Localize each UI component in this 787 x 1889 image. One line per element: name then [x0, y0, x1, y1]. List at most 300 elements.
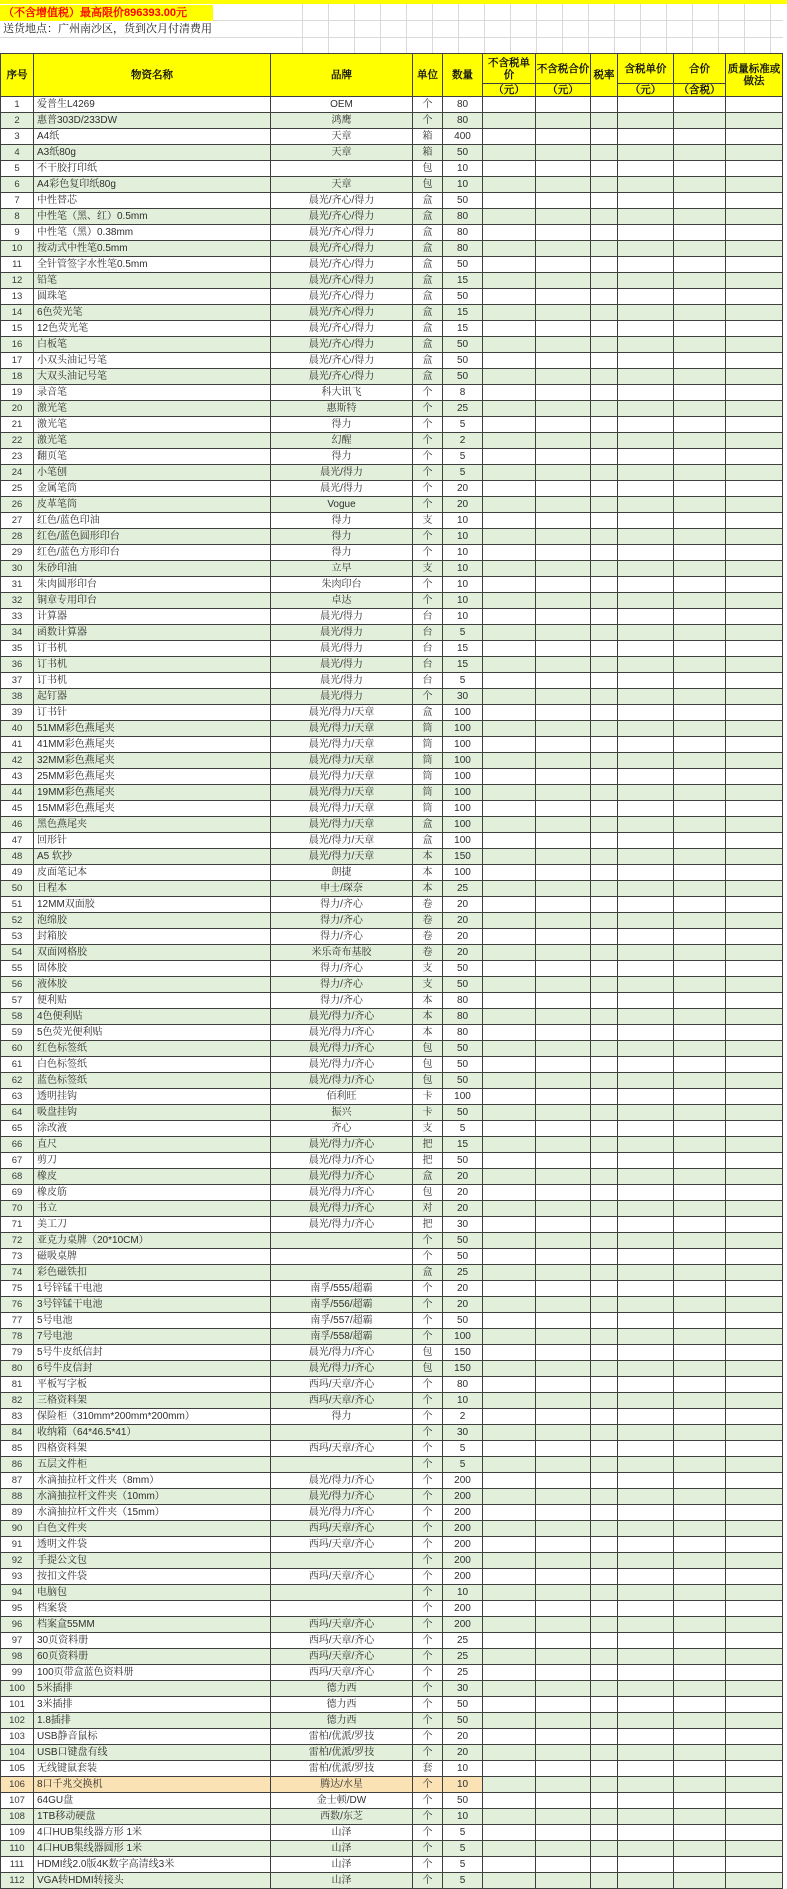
- unit-cell[interactable]: 卡: [413, 1089, 443, 1105]
- price-ex-cell[interactable]: [483, 433, 536, 449]
- seq-cell[interactable]: 68: [1, 1169, 34, 1185]
- price-ex-cell[interactable]: [483, 577, 536, 593]
- price-ex-cell[interactable]: [483, 417, 536, 433]
- seq-cell[interactable]: 91: [1, 1537, 34, 1553]
- total-inc-cell[interactable]: [674, 1425, 726, 1441]
- total-ex-cell[interactable]: [536, 865, 591, 881]
- price-ex-cell[interactable]: [483, 1505, 536, 1521]
- qty-cell[interactable]: 50: [443, 1105, 483, 1121]
- name-cell[interactable]: 4口HUB集线器方形 1米: [34, 1825, 271, 1841]
- quality-cell[interactable]: [726, 705, 783, 721]
- unit-cell[interactable]: 本: [413, 881, 443, 897]
- seq-cell[interactable]: 21: [1, 417, 34, 433]
- tax-rate-cell[interactable]: [591, 1617, 618, 1633]
- quality-cell[interactable]: [726, 369, 783, 385]
- price-ex-cell[interactable]: [483, 801, 536, 817]
- total-inc-cell[interactable]: [674, 1569, 726, 1585]
- price-inc-cell[interactable]: [618, 561, 674, 577]
- seq-cell[interactable]: 72: [1, 1233, 34, 1249]
- qty-cell[interactable]: 25: [443, 881, 483, 897]
- quality-cell[interactable]: [726, 785, 783, 801]
- price-ex-cell[interactable]: [483, 785, 536, 801]
- quality-cell[interactable]: [726, 881, 783, 897]
- brand-cell[interactable]: 山泽: [271, 1825, 413, 1841]
- header-total-inc-tax[interactable]: 合价: [674, 54, 726, 84]
- seq-cell[interactable]: 106: [1, 1777, 34, 1793]
- price-ex-cell[interactable]: [483, 1153, 536, 1169]
- name-cell[interactable]: 铜章专用印台: [34, 593, 271, 609]
- price-ex-cell[interactable]: [483, 1217, 536, 1233]
- unit-cell[interactable]: 包: [413, 1361, 443, 1377]
- quality-cell[interactable]: [726, 1425, 783, 1441]
- price-inc-cell[interactable]: [618, 1665, 674, 1681]
- total-ex-cell[interactable]: [536, 1457, 591, 1473]
- unit-cell[interactable]: 个: [413, 1857, 443, 1873]
- price-inc-cell[interactable]: [618, 1425, 674, 1441]
- qty-cell[interactable]: 50: [443, 961, 483, 977]
- unit-cell[interactable]: 筒: [413, 737, 443, 753]
- unit-cell[interactable]: 盒: [413, 305, 443, 321]
- qty-cell[interactable]: 20: [443, 1729, 483, 1745]
- price-inc-cell[interactable]: [618, 897, 674, 913]
- unit-cell[interactable]: 个: [413, 1585, 443, 1601]
- price-ex-cell[interactable]: [483, 977, 536, 993]
- qty-cell[interactable]: 50: [443, 289, 483, 305]
- total-ex-cell[interactable]: [536, 1217, 591, 1233]
- seq-cell[interactable]: 56: [1, 977, 34, 993]
- unit-cell[interactable]: 盒: [413, 257, 443, 273]
- qty-cell[interactable]: 200: [443, 1553, 483, 1569]
- seq-cell[interactable]: 58: [1, 1009, 34, 1025]
- seq-cell[interactable]: 61: [1, 1057, 34, 1073]
- name-cell[interactable]: 保险柜（310mm*200mm*200mm）: [34, 1409, 271, 1425]
- qty-cell[interactable]: 50: [443, 1249, 483, 1265]
- name-cell[interactable]: 惠普303D/233DW: [34, 113, 271, 129]
- seq-cell[interactable]: 93: [1, 1569, 34, 1585]
- seq-cell[interactable]: 102: [1, 1713, 34, 1729]
- seq-cell[interactable]: 107: [1, 1793, 34, 1809]
- brand-cell[interactable]: 西玛/天章/齐心: [271, 1665, 413, 1681]
- unit-cell[interactable]: 个: [413, 1633, 443, 1649]
- total-ex-cell[interactable]: [536, 1473, 591, 1489]
- name-cell[interactable]: 涂改液: [34, 1121, 271, 1137]
- tax-rate-cell[interactable]: [591, 1089, 618, 1105]
- price-ex-cell[interactable]: [483, 113, 536, 129]
- brand-cell[interactable]: Vogue: [271, 497, 413, 513]
- brand-cell[interactable]: 晨光/得力/天章: [271, 737, 413, 753]
- total-ex-cell[interactable]: [536, 289, 591, 305]
- quality-cell[interactable]: [726, 1329, 783, 1345]
- name-cell[interactable]: 函数计算器: [34, 625, 271, 641]
- name-cell[interactable]: 录音笔: [34, 385, 271, 401]
- total-ex-cell[interactable]: [536, 1617, 591, 1633]
- qty-cell[interactable]: 200: [443, 1537, 483, 1553]
- name-cell[interactable]: 6色荧光笔: [34, 305, 271, 321]
- seq-cell[interactable]: 28: [1, 529, 34, 545]
- total-inc-cell[interactable]: [674, 225, 726, 241]
- qty-cell[interactable]: 50: [443, 1313, 483, 1329]
- quality-cell[interactable]: [726, 161, 783, 177]
- brand-cell[interactable]: 南孚/557/超霸: [271, 1313, 413, 1329]
- unit-cell[interactable]: 个: [413, 529, 443, 545]
- qty-cell[interactable]: 50: [443, 337, 483, 353]
- qty-cell[interactable]: 25: [443, 1633, 483, 1649]
- total-ex-cell[interactable]: [536, 785, 591, 801]
- tax-rate-cell[interactable]: [591, 1233, 618, 1249]
- seq-cell[interactable]: 83: [1, 1409, 34, 1425]
- tax-rate-cell[interactable]: [591, 529, 618, 545]
- quality-cell[interactable]: [726, 929, 783, 945]
- seq-cell[interactable]: 36: [1, 657, 34, 673]
- brand-cell[interactable]: 晨光/得力/天章: [271, 833, 413, 849]
- name-cell[interactable]: 全针管签字水性笔0.5mm: [34, 257, 271, 273]
- brand-cell[interactable]: 南孚/556/超霸: [271, 1297, 413, 1313]
- tax-rate-cell[interactable]: [591, 1185, 618, 1201]
- name-cell[interactable]: 19MM彩色燕尾夹: [34, 785, 271, 801]
- quality-cell[interactable]: [726, 833, 783, 849]
- price-ex-cell[interactable]: [483, 1793, 536, 1809]
- tax-rate-cell[interactable]: [591, 385, 618, 401]
- name-cell[interactable]: 41MM彩色燕尾夹: [34, 737, 271, 753]
- price-inc-cell[interactable]: [618, 929, 674, 945]
- qty-cell[interactable]: 10: [443, 177, 483, 193]
- brand-cell[interactable]: 得力/齐心: [271, 913, 413, 929]
- total-inc-cell[interactable]: [674, 1377, 726, 1393]
- unit-cell[interactable]: 个: [413, 1873, 443, 1889]
- total-ex-cell[interactable]: [536, 1057, 591, 1073]
- unit-cell[interactable]: 个: [413, 1649, 443, 1665]
- qty-cell[interactable]: 30: [443, 1425, 483, 1441]
- qty-cell[interactable]: 2: [443, 1409, 483, 1425]
- total-ex-cell[interactable]: [536, 1281, 591, 1297]
- brand-cell[interactable]: 晨光/得力/齐心: [271, 1185, 413, 1201]
- total-inc-cell[interactable]: [674, 513, 726, 529]
- unit-cell[interactable]: 个: [413, 1537, 443, 1553]
- name-cell[interactable]: 起钉器: [34, 689, 271, 705]
- tax-rate-cell[interactable]: [591, 641, 618, 657]
- name-cell[interactable]: A4纸: [34, 129, 271, 145]
- brand-cell[interactable]: 山泽: [271, 1857, 413, 1873]
- price-ex-cell[interactable]: [483, 1665, 536, 1681]
- unit-cell[interactable]: 把: [413, 1137, 443, 1153]
- header-brand[interactable]: 品牌: [271, 54, 413, 97]
- price-inc-cell[interactable]: [618, 497, 674, 513]
- tax-rate-cell[interactable]: [591, 145, 618, 161]
- qty-cell[interactable]: 100: [443, 769, 483, 785]
- total-inc-cell[interactable]: [674, 465, 726, 481]
- seq-cell[interactable]: 57: [1, 993, 34, 1009]
- price-ex-cell[interactable]: [483, 1473, 536, 1489]
- qty-cell[interactable]: 50: [443, 977, 483, 993]
- total-ex-cell[interactable]: [536, 209, 591, 225]
- tax-rate-cell[interactable]: [591, 465, 618, 481]
- total-ex-cell[interactable]: [536, 1041, 591, 1057]
- quality-cell[interactable]: [726, 1473, 783, 1489]
- price-inc-cell[interactable]: [618, 609, 674, 625]
- quality-cell[interactable]: [726, 849, 783, 865]
- total-ex-cell[interactable]: [536, 385, 591, 401]
- price-ex-cell[interactable]: [483, 833, 536, 849]
- price-ex-cell[interactable]: [483, 1841, 536, 1857]
- brand-cell[interactable]: 晨光/得力: [271, 689, 413, 705]
- price-ex-cell[interactable]: [483, 385, 536, 401]
- qty-cell[interactable]: 15: [443, 1137, 483, 1153]
- tax-rate-cell[interactable]: [591, 1313, 618, 1329]
- unit-cell[interactable]: 盒: [413, 817, 443, 833]
- seq-cell[interactable]: 82: [1, 1393, 34, 1409]
- total-ex-cell[interactable]: [536, 97, 591, 113]
- tax-rate-cell[interactable]: [591, 1457, 618, 1473]
- brand-cell[interactable]: 南孚/555/超霸: [271, 1281, 413, 1297]
- brand-cell[interactable]: 晨光/得力/齐心: [271, 1169, 413, 1185]
- name-cell[interactable]: 激光笔: [34, 417, 271, 433]
- total-inc-cell[interactable]: [674, 737, 726, 753]
- price-inc-cell[interactable]: [618, 817, 674, 833]
- brand-cell[interactable]: 晨光/齐心/得力: [271, 209, 413, 225]
- tax-rate-cell[interactable]: [591, 625, 618, 641]
- tax-rate-cell[interactable]: [591, 1153, 618, 1169]
- price-inc-cell[interactable]: [618, 1201, 674, 1217]
- price-ex-cell[interactable]: [483, 705, 536, 721]
- total-inc-cell[interactable]: [674, 1009, 726, 1025]
- total-ex-cell[interactable]: [536, 1073, 591, 1089]
- quality-cell[interactable]: [726, 1553, 783, 1569]
- price-ex-cell[interactable]: [483, 145, 536, 161]
- tax-rate-cell[interactable]: [591, 321, 618, 337]
- total-inc-cell[interactable]: [674, 145, 726, 161]
- tax-rate-cell[interactable]: [591, 705, 618, 721]
- unit-cell[interactable]: 个: [413, 689, 443, 705]
- brand-cell[interactable]: OEM: [271, 97, 413, 113]
- name-cell[interactable]: 五层文件柜: [34, 1457, 271, 1473]
- tax-rate-cell[interactable]: [591, 609, 618, 625]
- brand-cell[interactable]: 振兴: [271, 1105, 413, 1121]
- price-inc-cell[interactable]: [618, 721, 674, 737]
- quality-cell[interactable]: [726, 1441, 783, 1457]
- total-ex-cell[interactable]: [536, 641, 591, 657]
- qty-cell[interactable]: 100: [443, 801, 483, 817]
- name-cell[interactable]: 爱普生L4269: [34, 97, 271, 113]
- quality-cell[interactable]: [726, 593, 783, 609]
- total-ex-cell[interactable]: [536, 1025, 591, 1041]
- quality-cell[interactable]: [726, 977, 783, 993]
- total-ex-cell[interactable]: [536, 465, 591, 481]
- seq-cell[interactable]: 81: [1, 1377, 34, 1393]
- seq-cell[interactable]: 11: [1, 257, 34, 273]
- qty-cell[interactable]: 50: [443, 353, 483, 369]
- price-ex-cell[interactable]: [483, 1729, 536, 1745]
- total-inc-cell[interactable]: [674, 433, 726, 449]
- total-ex-cell[interactable]: [536, 545, 591, 561]
- unit-cell[interactable]: 包: [413, 1073, 443, 1089]
- name-cell[interactable]: 档案盒55MM: [34, 1617, 271, 1633]
- name-cell[interactable]: 水滴抽拉杆文件夹（10mm）: [34, 1489, 271, 1505]
- unit-cell[interactable]: 个: [413, 1457, 443, 1473]
- price-inc-cell[interactable]: [618, 961, 674, 977]
- seq-cell[interactable]: 49: [1, 865, 34, 881]
- seq-cell[interactable]: 73: [1, 1249, 34, 1265]
- seq-cell[interactable]: 65: [1, 1121, 34, 1137]
- total-ex-cell[interactable]: [536, 1153, 591, 1169]
- price-ex-cell[interactable]: [483, 769, 536, 785]
- tax-rate-cell[interactable]: [591, 1633, 618, 1649]
- seq-cell[interactable]: 78: [1, 1329, 34, 1345]
- brand-cell[interactable]: 幻醒: [271, 433, 413, 449]
- quality-cell[interactable]: [726, 321, 783, 337]
- seq-cell[interactable]: 8: [1, 209, 34, 225]
- total-ex-cell[interactable]: [536, 145, 591, 161]
- total-ex-cell[interactable]: [536, 721, 591, 737]
- tax-rate-cell[interactable]: [591, 449, 618, 465]
- header-price-ex-tax-unit[interactable]: （元）: [483, 84, 536, 97]
- unit-cell[interactable]: 盒: [413, 1169, 443, 1185]
- tax-rate-cell[interactable]: [591, 1793, 618, 1809]
- tax-rate-cell[interactable]: [591, 1537, 618, 1553]
- quality-cell[interactable]: [726, 1841, 783, 1857]
- name-cell[interactable]: 蓝色标签纸: [34, 1073, 271, 1089]
- unit-cell[interactable]: 筒: [413, 753, 443, 769]
- name-cell[interactable]: 3号锌锰干电池: [34, 1297, 271, 1313]
- total-inc-cell[interactable]: [674, 1361, 726, 1377]
- seq-cell[interactable]: 84: [1, 1425, 34, 1441]
- tax-rate-cell[interactable]: [591, 1121, 618, 1137]
- price-ex-cell[interactable]: [483, 657, 536, 673]
- name-cell[interactable]: 1TB移动硬盘: [34, 1809, 271, 1825]
- unit-cell[interactable]: 个: [413, 1729, 443, 1745]
- seq-cell[interactable]: 71: [1, 1217, 34, 1233]
- unit-cell[interactable]: 个: [413, 1281, 443, 1297]
- total-ex-cell[interactable]: [536, 1361, 591, 1377]
- quality-cell[interactable]: [726, 1585, 783, 1601]
- brand-cell[interactable]: 齐心: [271, 1121, 413, 1137]
- total-inc-cell[interactable]: [674, 1025, 726, 1041]
- qty-cell[interactable]: 10: [443, 577, 483, 593]
- total-inc-cell[interactable]: [674, 657, 726, 673]
- total-inc-cell[interactable]: [674, 1041, 726, 1057]
- qty-cell[interactable]: 10: [443, 513, 483, 529]
- qty-cell[interactable]: 20: [443, 1169, 483, 1185]
- brand-cell[interactable]: 西玛/天章/齐心: [271, 1521, 413, 1537]
- brand-cell[interactable]: [271, 1457, 413, 1473]
- qty-cell[interactable]: 20: [443, 1185, 483, 1201]
- brand-cell[interactable]: [271, 1601, 413, 1617]
- unit-cell[interactable]: 个: [413, 1297, 443, 1313]
- qty-cell[interactable]: 20: [443, 929, 483, 945]
- tax-rate-cell[interactable]: [591, 241, 618, 257]
- name-cell[interactable]: 5号牛皮纸信封: [34, 1345, 271, 1361]
- quality-cell[interactable]: [726, 497, 783, 513]
- unit-cell[interactable]: 卷: [413, 897, 443, 913]
- name-cell[interactable]: 亚克力桌牌（20*10CM）: [34, 1233, 271, 1249]
- brand-cell[interactable]: 晨光/齐心/得力: [271, 305, 413, 321]
- qty-cell[interactable]: 15: [443, 305, 483, 321]
- tax-rate-cell[interactable]: [591, 1105, 618, 1121]
- qty-cell[interactable]: 100: [443, 833, 483, 849]
- name-cell[interactable]: 无线键鼠套装: [34, 1761, 271, 1777]
- brand-cell[interactable]: 金士顿/DW: [271, 1793, 413, 1809]
- brand-cell[interactable]: 晨光/齐心/得力: [271, 273, 413, 289]
- quality-cell[interactable]: [726, 529, 783, 545]
- price-inc-cell[interactable]: [618, 673, 674, 689]
- seq-cell[interactable]: 67: [1, 1153, 34, 1169]
- total-ex-cell[interactable]: [536, 481, 591, 497]
- tax-rate-cell[interactable]: [591, 865, 618, 881]
- quality-cell[interactable]: [726, 1377, 783, 1393]
- total-inc-cell[interactable]: [674, 1441, 726, 1457]
- quality-cell[interactable]: [726, 769, 783, 785]
- unit-cell[interactable]: 个: [413, 1713, 443, 1729]
- unit-cell[interactable]: 个: [413, 1697, 443, 1713]
- header-seq[interactable]: 序号: [1, 54, 34, 97]
- total-ex-cell[interactable]: [536, 1857, 591, 1873]
- brand-cell[interactable]: 晨光/齐心/得力: [271, 337, 413, 353]
- tax-rate-cell[interactable]: [591, 225, 618, 241]
- brand-cell[interactable]: 得力: [271, 529, 413, 545]
- name-cell[interactable]: 封箱胶: [34, 929, 271, 945]
- quality-cell[interactable]: [726, 1089, 783, 1105]
- price-inc-cell[interactable]: [618, 577, 674, 593]
- price-ex-cell[interactable]: [483, 641, 536, 657]
- price-ex-cell[interactable]: [483, 625, 536, 641]
- name-cell[interactable]: 剪刀: [34, 1153, 271, 1169]
- price-inc-cell[interactable]: [618, 705, 674, 721]
- price-inc-cell[interactable]: [618, 1345, 674, 1361]
- price-inc-cell[interactable]: [618, 641, 674, 657]
- name-cell[interactable]: 中性替芯: [34, 193, 271, 209]
- unit-cell[interactable]: 盒: [413, 337, 443, 353]
- quality-cell[interactable]: [726, 561, 783, 577]
- quality-cell[interactable]: [726, 1313, 783, 1329]
- unit-cell[interactable]: 支: [413, 561, 443, 577]
- total-ex-cell[interactable]: [536, 321, 591, 337]
- price-ex-cell[interactable]: [483, 1649, 536, 1665]
- unit-cell[interactable]: 箱: [413, 129, 443, 145]
- price-inc-cell[interactable]: [618, 129, 674, 145]
- unit-cell[interactable]: 筒: [413, 785, 443, 801]
- brand-cell[interactable]: 晨光/得力/天章: [271, 769, 413, 785]
- total-inc-cell[interactable]: [674, 913, 726, 929]
- header-price-inc-tax-unit[interactable]: （元）: [618, 84, 674, 97]
- header-quality-standard[interactable]: 质量标准或做法: [726, 54, 783, 97]
- unit-cell[interactable]: 筒: [413, 769, 443, 785]
- seq-cell[interactable]: 30: [1, 561, 34, 577]
- price-ex-cell[interactable]: [483, 1041, 536, 1057]
- total-ex-cell[interactable]: [536, 273, 591, 289]
- total-ex-cell[interactable]: [536, 689, 591, 705]
- unit-cell[interactable]: 个: [413, 1681, 443, 1697]
- price-ex-cell[interactable]: [483, 241, 536, 257]
- quality-cell[interactable]: [726, 209, 783, 225]
- unit-cell[interactable]: 把: [413, 1153, 443, 1169]
- price-ex-cell[interactable]: [483, 1409, 536, 1425]
- seq-cell[interactable]: 23: [1, 449, 34, 465]
- qty-cell[interactable]: 25: [443, 1265, 483, 1281]
- brand-cell[interactable]: 晨光/齐心/得力: [271, 225, 413, 241]
- quality-cell[interactable]: [726, 193, 783, 209]
- header-qty[interactable]: 数量: [443, 54, 483, 97]
- total-inc-cell[interactable]: [674, 1105, 726, 1121]
- price-ex-cell[interactable]: [483, 1425, 536, 1441]
- qty-cell[interactable]: 20: [443, 1281, 483, 1297]
- name-cell[interactable]: VGA转HDMI转接头: [34, 1873, 271, 1889]
- price-inc-cell[interactable]: [618, 993, 674, 1009]
- name-cell[interactable]: 泡绵胶: [34, 913, 271, 929]
- header-price-inc-tax[interactable]: 含税单价: [618, 54, 674, 84]
- seq-cell[interactable]: 2: [1, 113, 34, 129]
- tax-rate-cell[interactable]: [591, 1137, 618, 1153]
- total-ex-cell[interactable]: [536, 1489, 591, 1505]
- price-ex-cell[interactable]: [483, 945, 536, 961]
